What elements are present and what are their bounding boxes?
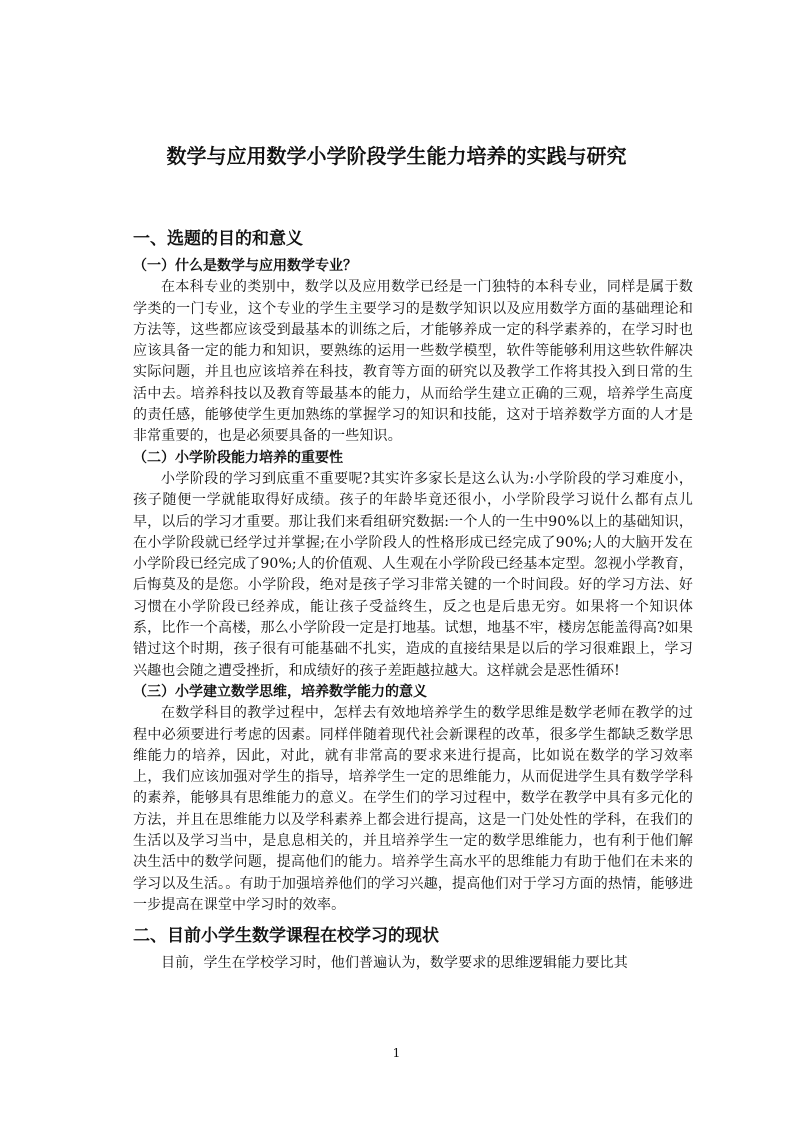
- document-title: 数学与应用数学小学阶段学生能力培养的实践与研究: [166, 144, 627, 168]
- paragraph-major-intro: 在本科专业的类别中，数学以及应用数学已经是一门独特的本科专业，同样是属于数学类的一门专业，这个专业的学生主要学习的是数学知识以及应用数学方面的基础理论和方法等，这些都应该受到最基本的训练之后，才能够养成一定的科学素养的，在学习时也应该具备一定的能力和知识，要熟练的运用一些数学模型，软件等能够利用这些软件解决实际问题，并且也应该培养在科技，教育等方面的研究以及教学工作将其投入到日常的生活中去。培养科技以及教育等最基本的能力，从而给学生建立正确的三观，培养学生高度的责任感，能够使学生更加熟练的掌握学习的知识和技能，这对于培养数学方面的人才是非常重要的，也是必须要具备的一些知识。: [133, 279, 693, 445]
- page-number: 1: [392, 1046, 401, 1060]
- subsection-heading-2: （二）小学阶段能力培养的重要性: [133, 449, 343, 466]
- paragraph-current-status: 目前，学生在学校学习时，他们普遍认为，数学要求的思维逻辑能力要比其: [161, 955, 628, 972]
- paragraph-math-thinking: 在数学科目的教学过程中，怎样去有效地培养学生的数学思维是数学老师在教学的过程中必须要进行考虑的因素。同样伴随着现代社会新课程的改革，很多学生都缺乏数学思维能力的培养，因此，对此，就有非常高的要求来进行提高，比如说在数学的学习效率上，我们应该加强对学生的指导，培养学生一定的思维能力，从而促进学生具有数学学科的素养，能够具有思维能力的意义。在学生们的学习过程中，数学在教学中具有多元化的方法，并且在思维能力以及学科素养上都会进行提高，这是一门处处性的学科，在我们的生活以及学习当中，是息息相关的，并且培养学生一定的数学思维能力，也有利于他们解决生活中的数学问题，提高他们的能力。培养学生高水平的思维能力有助于他们在未来的学习以及生活。。有助于加强培养他们的学习兴趣，提高他们对于学习方面的热情，能够进一步提高在课堂中学习时的效率。: [133, 705, 693, 913]
- paragraph-primary-importance: 小学阶段的学习到底重不重要呢?其实许多家长是这么认为:小学阶段的学习难度小，孩子随便一学就能取得好成绩。孩子的年龄毕竟还很小，小学阶段学习说什么都有点儿早，以后的学习才重要。那让我们来看组研究数据:一个人的一生中90%以上的基础知识，在小学阶段就已经学过并掌握;在小学阶段人的性格形成已经完成了90%;人的大脑开发在小学阶段已经完成了90%;人的价值观、人生观在小学阶段已经基本定型。忽视小学教育，后悔莫及的是您。小学阶段，绝对是孩子学习非常关键的一个时间段。好的学习方法、好习惯在小学阶段已经养成，能让孩子受益终生，反之也是后患无穷。如果将一个知识体系，比作一个高楼，那么小学阶段一定是打地基。试想，地基不牢，楼房怎能盖得高?如果错过这个时期，孩子很有可能基础不扎实，造成的直接结果是以后的学习很难跟上，学习兴趣也会随之遭受挫折，和成绩好的孩子差距越拉越大。这样就会是恶性循环!: [133, 470, 693, 679]
- document-body: [133, 225, 693, 975]
- section-heading-2: 二、目前小学生数学课程在校学习的现状: [133, 926, 439, 947]
- subsection-heading-1: （一）什么是数学与应用数学专业？: [133, 258, 357, 274]
- subsection-heading-3: （三）小学建立数学思维，培养数学能力的意义: [133, 683, 427, 700]
- section-heading-1: 一、选题的目的和意义: [133, 229, 303, 249]
